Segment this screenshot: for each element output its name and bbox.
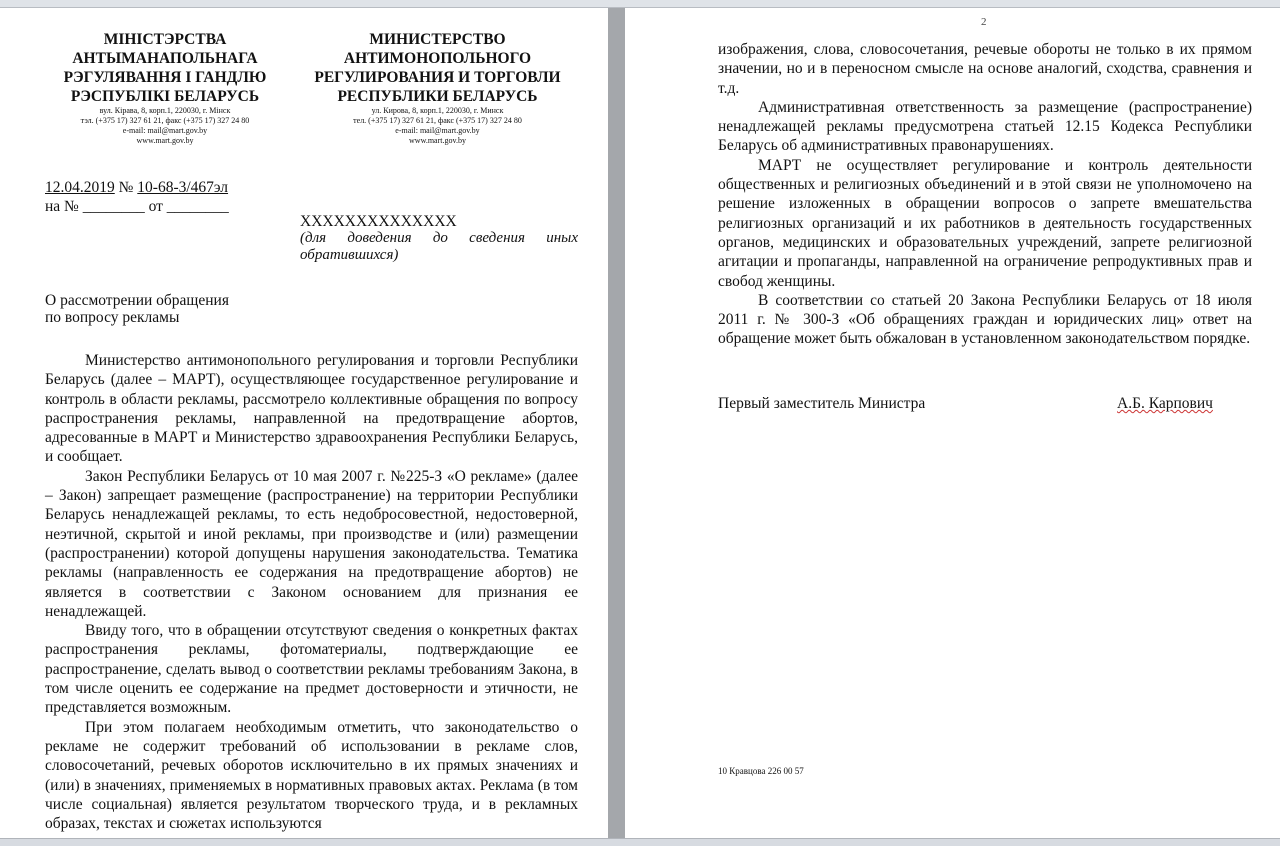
reply-reference: на № ________ от ________ <box>45 198 229 215</box>
paragraph: Министерство антимонопольного регулирования и торговли Республики Беларусь (далее – МАРТ), осуществляющее государственное регулирование и контроль в области рекламы, рассмотрело коллективные обращения по вопросу распространения рекламы, направленной на предотвращение абортов, адресованные в МАРТ и Министерство здравоохранения Республики Беларусь, и сообщает. <box>45 352 578 466</box>
signatory-name: А.Б. Карпович <box>1117 395 1213 412</box>
executor-info: 10 Кравцова 226 00 57 <box>718 766 804 776</box>
document-page-1 <box>0 8 608 838</box>
paragraph: Ввиду того, что в обращении отсутствуют сведения о конкретных фактах распространения рекламы, фотоматериалы, подтверждающие ее распространение, сделать вывод о соответствии рекламы требованиям Закона, в том числе оценить ее содержание на предмет достоверности и этичности, не представляется возможным. <box>45 622 578 717</box>
letter-date: 12.04.2019 <box>45 179 115 196</box>
letterhead-line: РЭСПУБЛІКІ БЕЛАРУСЬ <box>70 88 260 105</box>
paragraph: Административная ответственность за размещение (распространение) ненадлежащей рекламы предусмотрена статьей 12.15 Кодекса Республики Беларусь об административных правонарушениях. <box>718 98 1252 155</box>
status-bar <box>0 838 1280 846</box>
website: www.mart.gov.by <box>136 136 194 145</box>
letterhead-belarusian <box>40 30 290 146</box>
subject-line: О рассмотрении обращения <box>45 292 229 309</box>
address: ул. Кирова, 8, корп.1, 220030, г. Минск <box>371 106 504 115</box>
letterhead-line: РЭГУЛЯВАННЯ І ГАНДЛЮ <box>63 69 267 86</box>
page-number: 2 <box>981 16 987 28</box>
letterhead-line: АНТИМОНОПОЛЬНОГО <box>343 50 532 67</box>
paragraph: В соответствии со статьей 20 Закона Республики Беларусь от 18 июля 2011 г. № 300-З «Об обращениях граждан и юридических лиц» ответ на обращение может быть обжалован в установленном законодательством порядке. <box>718 291 1252 348</box>
letterhead-line: РЕГУЛИРОВАНИЯ И ТОРГОВЛИ <box>314 69 561 86</box>
letterhead-line: МИНИСТЕРСТВО <box>369 31 506 48</box>
website: www.mart.gov.by <box>409 136 466 145</box>
document-page-2 <box>625 8 1280 838</box>
letterhead-line: АНТЫМАНАПОЛЬНАГА <box>72 50 258 67</box>
letterhead-line: МІНІСТЭРСТВА <box>103 31 227 48</box>
reference-line <box>45 178 228 197</box>
letter-body-continued <box>718 40 1252 349</box>
email: e-mail: mail@mart.gov.by <box>395 126 480 135</box>
letterhead-line: РЕСПУБЛИКИ БЕЛАРУСЬ <box>337 88 538 105</box>
phone: тел. (+375 17) 327 61 21, факс (+375 17) 327 24 80 <box>353 116 522 125</box>
letter-number: 10-68-3/467эл <box>137 179 229 196</box>
addressee: XXXXXXXXXXXXXX <box>300 213 457 230</box>
subject-line: по вопросу рекламы <box>45 309 180 326</box>
addressee-note: (для доведения до сведения иных обратившихся) <box>300 230 578 263</box>
phone: тэл. (+375 17) 327 61 21, факс (+375 17) 327 24 80 <box>80 116 250 125</box>
paragraph: При этом полагаем необходимым отметить, что законодательство о рекламе не содержит требований об использовании в рекламе слов, словосочетаний, речевых оборотов исключительно в их прямых значениях и (или) в значениях, применяемых в нормативных правовых актах. Реклама (в том числе социальная) является результатом творческого труда, и в рекламных образах, текстах и сюжетах используются <box>45 718 578 833</box>
signatory-position: Первый заместитель Министра <box>718 395 926 412</box>
paragraph: изображения, слова, словосочетания, речевые обороты не только в их прямом значении, но и в переносном смысле на основе аналогий, сходства, сравнения и т.д. <box>718 41 1252 97</box>
number-sign: № <box>118 179 134 196</box>
horizontal-ruler[interactable] <box>0 0 1280 8</box>
address: вул. Кірава, 8, корп.1, 220030, г. Мінск <box>99 106 231 115</box>
paragraph: МАРТ не осуществляет регулирование и контроль деятельности общественных и религиозных объединений и в этой связи не уполномочено на решение изложенных в обращении вопросов о запрете вмешательства религиозных организаций и их работников в деятельность государственных органов, медицинских и образовательных учреждений, запрете религиозной агитации и пропаганды, направленной на ограничение репродуктивных прав и свобод женщины. <box>718 156 1252 290</box>
email: e-mail: mail@mart.gov.by <box>122 126 208 135</box>
paragraph: Закон Республики Беларусь от 10 мая 2007 г. №225-З «О рекламе» (далее – Закон) запрещает размещение (распространение) на территории Республики Беларусь ненадлежащей рекламы, то есть недобросовестной, недостоверной, неэтичной, скрытой и иной рекламы, при производстве и (или) размещении (распространении) которой допущены нарушения законодательства. Тематика рекламы (направленность ее содержания на предотвращение абортов) не является в соответствии с Законом основанием для признания ее ненадлежащей. <box>45 467 578 620</box>
page-gutter <box>608 8 625 838</box>
letter-body <box>45 351 578 833</box>
letterhead-russian <box>300 30 575 146</box>
